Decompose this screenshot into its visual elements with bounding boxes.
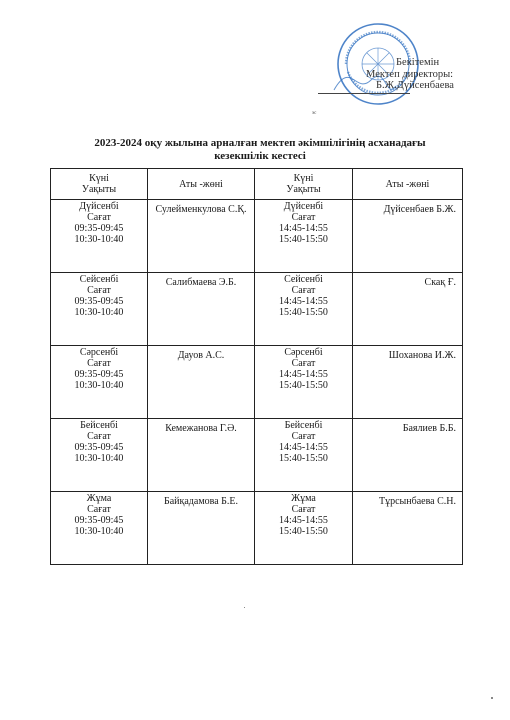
header-name-2: Аты -жөні (353, 169, 463, 200)
cell-morning-slot: Дүйсенбі Сағат 09:35-09:45 10:30-10:40 (51, 200, 148, 273)
table-row (51, 200, 463, 273)
cell-name-1: Дауов А.С. (148, 346, 255, 419)
cell-name-2: Дүйсенбаев Б.Ж. (353, 200, 463, 273)
small-mark: эс (312, 111, 317, 116)
cell-afternoon-slot: Жұма Сағат 14:45-14:55 15:40-15:50 (255, 492, 353, 565)
cell-afternoon-slot: Сейсенбі Сағат 14:45-14:55 15:40-15:50 (255, 273, 353, 346)
cell-name-1: Кемежанова Г.Ә. (148, 419, 255, 492)
document-title (60, 137, 460, 162)
cell-name-1: Байқадамова Б.Е. (148, 492, 255, 565)
cell-name-2: Баялиев Б.Б. (353, 419, 463, 492)
title-line-1: 2023-2024 оқу жылына арналған мектеп әкімшілігінің асханадағы (94, 137, 426, 149)
cell-morning-slot: Бейсенбі Сағат 09:35-09:45 10:30-10:40 (51, 419, 148, 492)
cell-name-2: Шоханова И.Ж. (353, 346, 463, 419)
scan-speck (244, 607, 245, 608)
approval-director-name: Б.Ж.Дүйсенбаева (376, 80, 454, 91)
title-line-2: кезекшілік кестесі (214, 149, 306, 162)
signature-line (318, 93, 410, 94)
approval-title: Бекітемін (396, 57, 440, 68)
cell-name-1: Сулейменкулова С.Қ. (148, 200, 255, 273)
cell-name-2: Тұрсынбаева С.Н. (353, 492, 463, 565)
cell-morning-slot: Сәрсенбі Сағат 09:35-09:45 10:30-10:40 (51, 346, 148, 419)
table-row (51, 492, 463, 565)
cell-afternoon-slot: Бейсенбі Сағат 14:45-14:55 15:40-15:50 (255, 419, 353, 492)
table-row (51, 346, 463, 419)
cell-morning-slot: Жұма Сағат 09:35-09:45 10:30-10:40 (51, 492, 148, 565)
cell-afternoon-slot: Дүйсенбі Сағат 14:45-14:55 15:40-15:50 (255, 200, 353, 273)
cell-name-2: Скақ Ғ. (353, 273, 463, 346)
header-name-1: Аты -жөні (148, 169, 255, 200)
table-header-row (51, 169, 463, 200)
cell-afternoon-slot: Сәрсенбі Сағат 14:45-14:55 15:40-15:50 (255, 346, 353, 419)
table-row (51, 273, 463, 346)
duty-schedule-table (50, 168, 463, 565)
scan-speck (491, 697, 493, 699)
header-day-time-2: Күні Уақыты (255, 169, 353, 200)
table-row (51, 419, 463, 492)
cell-name-1: Салибмаева Э.Б. (148, 273, 255, 346)
approval-position: Мектеп директоры: (366, 68, 454, 80)
header-day-time-1: Күні Уақыты (51, 169, 148, 200)
approval-block (366, 57, 506, 92)
cell-morning-slot: Сейсенбі Сағат 09:35-09:45 10:30-10:40 (51, 273, 148, 346)
